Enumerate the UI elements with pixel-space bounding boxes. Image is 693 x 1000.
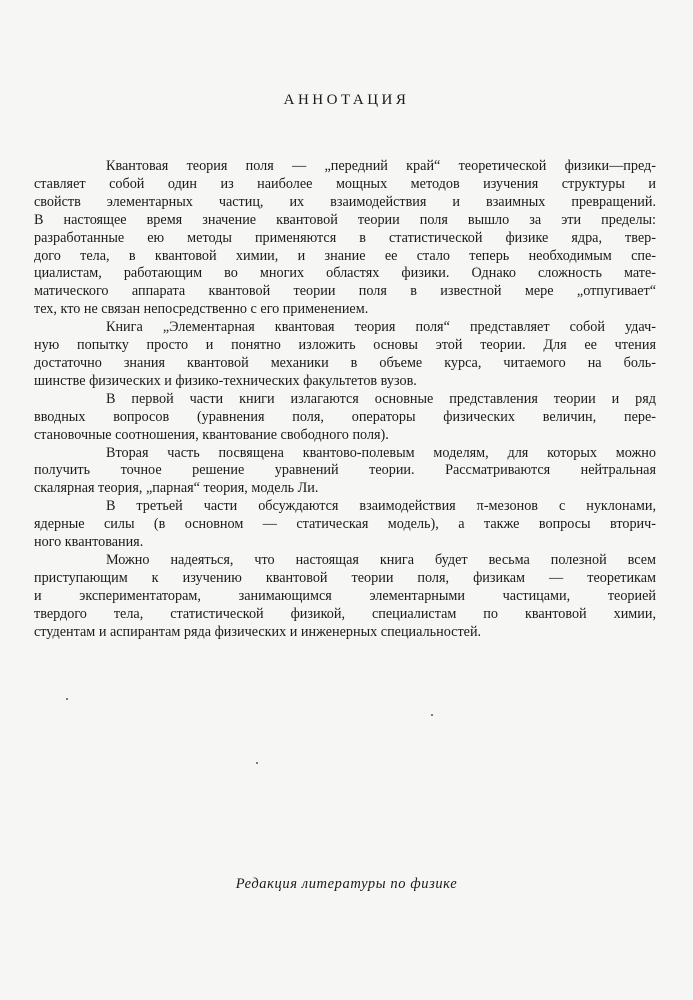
text-line: циалистам, работающим во многих областях физики. Однако сложность мате- [34, 265, 656, 282]
annotation-body [34, 158, 656, 641]
text-line: твердого тела, статистической физикой, специалистам по квантовой химии, [34, 605, 656, 622]
text-line: дого тела, в квантовой химии, и знание ее стало теперь необходимым спе- [34, 247, 656, 264]
paragraph-4 [34, 445, 656, 499]
scan-speck [66, 698, 68, 700]
paragraph-1 [34, 158, 656, 319]
paragraph-5 [34, 498, 656, 552]
paragraph-2 [34, 319, 656, 391]
text-line: ную попытку просто и понятно изложить основы этой теории. Для ее чтения [34, 337, 656, 354]
text-line: и экспериментаторам, занимающимся элементарными частицами, теорией [34, 587, 656, 604]
text-line: Квантовая теория поля — „передний край“ теоретической физики—пред- [106, 158, 656, 174]
text-line: ставляет собой один из наиболее мощных методов изучения структуры и [34, 175, 656, 192]
paragraph-6 [34, 552, 656, 642]
paragraph-3 [34, 391, 656, 445]
text-line: достаточно знания квантовой механики в объеме курса, читаемого на боль- [34, 354, 656, 371]
text-line: свойств элементарных частиц, их взаимодействия и взаимных превращений. [34, 193, 656, 210]
text-line: Книга „Элементарная квантовая теория поля“ представляет собой удач- [106, 319, 656, 336]
editorial-signature: Редакция литературы по физике [235, 876, 458, 892]
scan-speck [431, 714, 433, 716]
scan-speck [256, 762, 258, 764]
text-line: становочные соотношения, квантование свободного поля). [34, 426, 389, 443]
text-line: получить точное решение уравнений теории. Рассматриваются нейтральная [34, 462, 656, 479]
text-line: вводных вопросов (уравнения поля, операторы физических величин, пере- [34, 408, 656, 425]
text-line: матического аппарата квантовой теории поля в известной мере „отпугивает“ [34, 283, 656, 300]
text-line: Вторая часть посвящена квантово-полевым моделям, для которых можно [106, 444, 656, 461]
text-line: скалярная теория, „парная“ теория, модель Ли. [34, 480, 319, 497]
text-line: В настоящее время значение квантовой теории поля вышло за эти пределы: [34, 211, 656, 228]
text-line: тех, кто не связан непосредственно с его применением. [34, 301, 369, 318]
text-line: Можно надеяться, что настоящая книга будет весьма полезной всем [106, 551, 656, 568]
text-line: шинстве физических и физико-технических факультетов вузов. [34, 372, 417, 389]
text-line: приступающим к изучению квантовой теории поля, физикам — теоретикам [34, 569, 656, 586]
text-line: В первой части книги излагаются основные представления теории и ряд [106, 390, 656, 407]
text-line: В третьей части обсуждаются взаимодействия π-мезонов с нуклонами, [106, 498, 656, 515]
text-line: ядерные силы (в основном — статическая модель), а также вопросы вторич- [34, 516, 656, 533]
page-title: АННОТАЦИЯ [283, 92, 410, 108]
text-line: ного квантования. [34, 534, 144, 551]
text-line: разработанные ею методы применяются в статистической физике ядра, твер- [34, 229, 656, 246]
text-line: студентам и аспирантам ряда физических и инженерных специальностей. [34, 623, 482, 640]
